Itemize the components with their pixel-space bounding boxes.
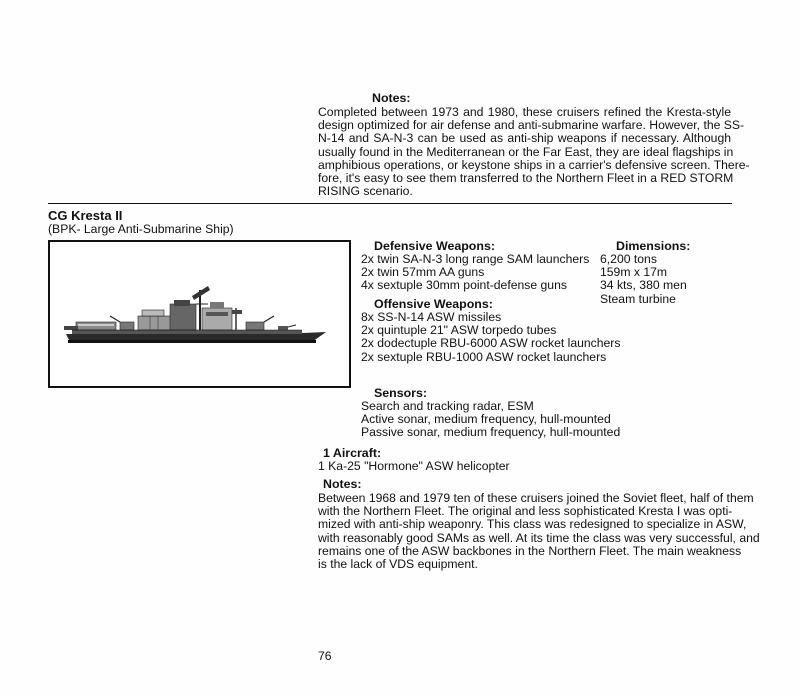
sensors-item: Passive sonar, medium frequency, hull-mounted	[361, 425, 621, 440]
sensors-item: Active sonar, medium frequency, hull-mounted	[361, 412, 611, 427]
bottom-notes-line: remains one of the ASW backbones in the Northern Fleet. The main weakness	[318, 543, 742, 558]
defensive-list	[361, 253, 589, 293]
top-notes-line: usually found in the Mediterranean or the Far East, they are ideal flagships in	[318, 144, 734, 159]
bottom-notes-line: with reasonably good SAMs as well. At its time the class was very successful, and	[318, 530, 760, 545]
aircraft-list	[318, 460, 510, 473]
dimensions-item: 159m x 17m	[600, 265, 668, 280]
bottom-notes-line: is the lack of VDS equipment.	[318, 557, 478, 572]
top-notes-line: fore, it's easy to see them transferred to the Northern Fleet in a RED STORM	[318, 171, 734, 186]
offensive-item: 2x dodectuple RBU-6000 ASW rocket launchers	[361, 336, 621, 351]
top-notes-line: Completed between 1973 and 1980, these cruisers refined the Kresta-style	[318, 105, 731, 119]
bottom-notes-text	[318, 491, 760, 572]
offensive-list	[361, 311, 620, 364]
sensors-list	[361, 400, 620, 440]
bottom-notes-line: with the Northern Fleet. The original and less sophisticated Kresta I was opti-	[318, 504, 733, 519]
top-notes-line: amphibious operations, or keystone ships in a carrier's defensive screen. There-	[318, 157, 750, 172]
bottom-notes-line: Between 1968 and 1979 ten of these cruisers joined the Soviet fleet, half of them	[318, 491, 754, 505]
page-number: 76	[318, 649, 332, 663]
offensive-item: 8x SS-N-14 ASW missiles	[361, 310, 502, 324]
top-notes-heading: Notes:	[372, 91, 411, 105]
top-notes-text	[318, 105, 750, 199]
dimensions-list	[600, 253, 687, 306]
defensive-heading: Defensive Weapons:	[374, 239, 495, 253]
section-divider	[48, 203, 732, 204]
sensors-item: Search and tracking radar, ESM	[361, 399, 534, 413]
dimensions-heading: Dimensions:	[616, 239, 691, 253]
top-notes-line: RISING scenario.	[318, 184, 413, 199]
aircraft-heading: 1 Aircraft:	[323, 446, 382, 460]
ship-name: CG Kresta II	[48, 208, 123, 223]
top-notes-line: N-14 and SA-N-3 can be used as anti-ship weapons if necessary. Although	[318, 131, 731, 146]
defensive-item: 2x twin SA-N-3 long range SAM launchers	[361, 252, 590, 266]
defensive-item: 2x twin 57mm AA guns	[361, 265, 485, 280]
offensive-item: 2x quintuple 21" ASW torpedo tubes	[361, 323, 557, 338]
ship-silhouette-icon	[50, 242, 349, 386]
ship-subtitle: (BPK- Large Anti-Submarine Ship)	[48, 222, 234, 236]
dimensions-item: 6,200 tons	[600, 252, 657, 266]
bottom-notes-heading: Notes:	[323, 477, 362, 491]
sensors-heading: Sensors:	[374, 386, 428, 400]
offensive-item: 2x sextuple RBU-1000 ASW rocket launchers	[361, 349, 607, 364]
bottom-notes-line: mized with anti-ship weaponry. This class was redesigned to specialize in ASW,	[318, 517, 747, 532]
top-notes-line: design optimized for air defense and anti-submarine warfare. However, the SS-	[318, 118, 745, 133]
aircraft-item: 1 Ka-25 "Hormone" ASW helicopter	[318, 459, 510, 473]
ship-illustration-frame	[48, 240, 351, 388]
dimensions-item: Steam turbine	[600, 291, 676, 306]
dimensions-item: 34 kts, 380 men	[600, 278, 687, 293]
defensive-item: 4x sextuple 30mm point-defense guns	[361, 278, 567, 293]
offensive-heading: Offensive Weapons:	[374, 297, 493, 311]
